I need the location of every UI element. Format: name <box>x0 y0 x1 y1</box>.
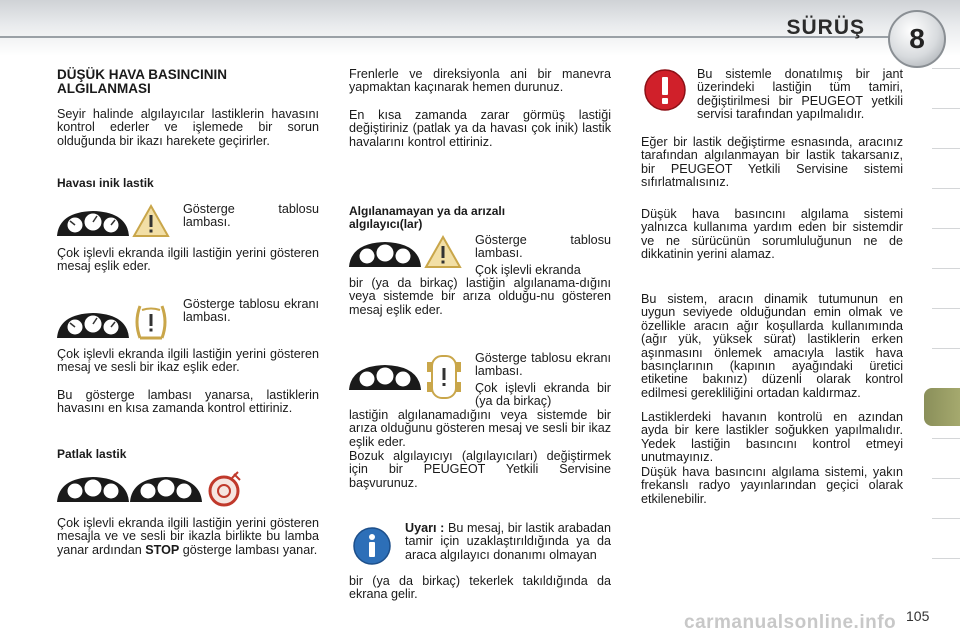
paragraph: lastiğin algılanamadığını veya sistemde bir arıza olduğunu gösteren mesaj ve sesli bir ikaz eşlik eder. <box>349 408 611 449</box>
side-tab[interactable] <box>932 308 960 337</box>
watermark: carmanualsonline.info <box>684 612 897 633</box>
tyre-sensor-fault-icon <box>424 352 464 402</box>
side-tab[interactable] <box>932 148 960 177</box>
side-tab[interactable] <box>932 348 960 377</box>
indicator-caption: Gösterge tablosu ekranı lambası. <box>183 297 319 325</box>
tyre-pressure-icon <box>132 302 170 342</box>
warning-triangle-icon <box>424 234 462 270</box>
section-title: SÜRÜŞ <box>786 16 865 39</box>
side-tab[interactable] <box>932 108 960 137</box>
warning-note: Uyarı : Bu mesaj, bir lastik arabadan tamir için uzaklaştırıldığında ya da araca algılayıcı donanımı olmayan <box>405 521 612 562</box>
instrument-panel-icon <box>55 474 131 504</box>
indicator-caption: Gösterge tablosu lambası. <box>475 233 611 261</box>
paragraph: Bu sistem, aracın dinamik tutumunun en uygun seviyede olduğundan emin olmak ve özellikle aracın ağır koşullarda kullanımında (ağır yük, yüksek sürat) lastiklerin erken aşınmasını önlemek amacıyla lastik hava basınçlarının (kapının ayağındaki üretici etiketine bakınız) düzenli olarak kontrol edilmesi gerekliliğini ortadan kaldırmaz. <box>641 292 903 400</box>
instrument-panel-icon <box>347 239 423 269</box>
deflated-heading: Havası inik lastik <box>57 176 154 190</box>
intro-paragraph: Seyir halinde algılayıcılar lastiklerin havasını kontrol ederler ve işlemede bir sorun olduğunda bir ikazı harekete geçirirler. <box>57 107 319 148</box>
alert-paragraph: Bu sistemle donatılmış bir jant üzerindeki lastiğin tüm tamiri, değiştirilmesi bir PEUGEOT yetkili servisi tarafından yapılmalıdır. <box>697 67 903 122</box>
page-number: 105 <box>906 608 930 624</box>
header-divider <box>0 36 900 38</box>
paragraph: Bu gösterge lambası yanarsa, lastiklerin havasını en kısa zamanda kontrol ettiriniz. <box>57 388 319 416</box>
indicator-caption: Gösterge tablosu ekranı lambası. <box>475 351 611 379</box>
side-tab[interactable] <box>932 228 960 257</box>
instrument-panel-icon <box>55 208 131 238</box>
warning-label: Uyarı : <box>405 521 445 535</box>
side-tab[interactable] <box>932 518 960 547</box>
side-tab[interactable] <box>932 188 960 217</box>
warning-note-continued: bir (ya da birkaç) tekerlek takıldığında da ekrana gelir. <box>349 574 611 602</box>
instrument-panel-icon <box>55 310 131 340</box>
side-tab[interactable] <box>932 558 960 587</box>
flat-tyre-heading: Patlak lastik <box>57 447 127 461</box>
warning-triangle-icon <box>132 203 170 239</box>
side-tab[interactable] <box>932 268 960 297</box>
paragraph: Düşük hava basıncını algılama sistemi, yakın frekanslı radyo yayınlarından geçici olarak etkilenebilir. <box>641 465 903 506</box>
paragraph: En kısa zamanda zarar görmüş lastiği değiştiriniz (patlak ya da havası çok inik) lastik havalarını kontrol ettiriniz. <box>349 108 611 149</box>
flat-tyre-icon <box>204 470 244 508</box>
paragraph: Frenlerle ve direksiyonla ani bir manevra yapmaktan kaçınarak hemen durunuz. <box>349 67 611 95</box>
flat-tyre-paragraph: Çok işlevli ekranda ilgili lastiğin yerini gösteren mesajla ve ve sesli bir ikazla birlikte bu lamba yanar ardından STOP gösterge lambası yanar. <box>57 516 319 557</box>
stop-label: STOP <box>145 542 180 557</box>
chapter-badge: 8 <box>888 10 946 68</box>
paragraph: Çok işlevli ekranda ilgili lastiğin yerini gösteren mesaj eşlik eder. <box>57 246 319 274</box>
paragraph: bir (ya da birkaç) lastiğin algılanama-dığını veya sistemde bir arıza olduğu-nu gösteren mesaj eşlik eder. <box>349 276 611 317</box>
side-tab[interactable] <box>932 478 960 507</box>
sensor-heading: Algılanamayan ya da arızalı algılayıcı(lar) <box>349 204 506 232</box>
paragraph: Çok işlevli ekranda bir (ya da birkaç) <box>475 381 611 409</box>
paragraph: Bozuk algılayıcıyı (algılayıcıları) değiştirmek için bir PEUGEOT Yetkili Servisine başvurunuz. <box>349 449 611 490</box>
paragraph: Eğer bir lastik değiştirme esnasında, aracınız tarafından algılanmayan bir lastik takarsanız, bir PEUGEOT Yetkili Servisine sistemi sıfırlatmalısınız. <box>641 135 903 190</box>
instrument-panel-icon <box>128 474 204 504</box>
side-tab[interactable] <box>932 68 960 97</box>
side-tab[interactable] <box>932 438 960 467</box>
instrument-panel-icon <box>347 362 423 392</box>
paragraph: Çok işlevli ekranda <box>475 263 581 277</box>
info-icon <box>352 526 392 566</box>
section-heading: DÜŞÜK HAVA BASINCININ ALGILANMASI <box>57 67 228 96</box>
side-tab-active[interactable] <box>924 388 960 426</box>
paragraph: Lastiklerdeki havanın kontrolü en azından ayda bir kere lastikler soğukken yapılmalıdır. Yedek lastiğin basıncını kontrol etmeyi unutmayınız. <box>641 410 903 465</box>
alert-icon <box>643 68 687 112</box>
side-tab-strip <box>924 64 960 624</box>
indicator-caption: Gösterge tablosu lambası. <box>183 202 319 230</box>
paragraph: Düşük hava basıncını algılama sistemi yalnızca kullanıma yardım eden bir sistemdir ve ne sürücünün sorumluluğunun ne de dikkatinin yerini alamaz. <box>641 207 903 262</box>
paragraph: Çok işlevli ekranda ilgili lastiğin yerini gösteren mesaj ve sesli bir ikaz eşlik eder. <box>57 347 319 375</box>
